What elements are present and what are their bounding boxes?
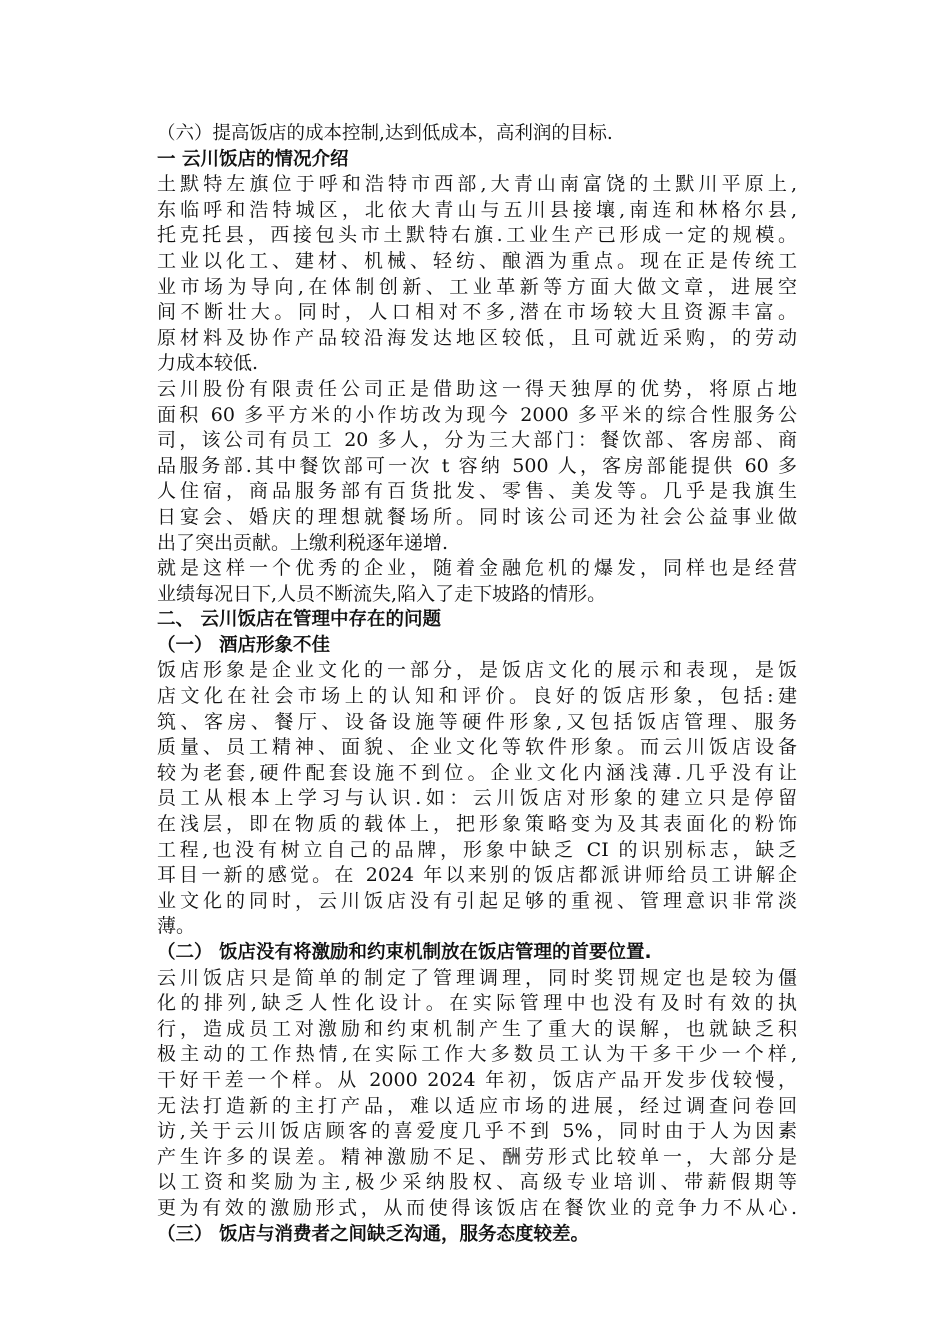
section-heading: （一） 酒店形象不佳 — [157, 634, 330, 656]
body-text-line: 较为老套,硬件配套设施不到位。企业文化内涵浅薄.几乎没有让 — [157, 761, 797, 784]
body-text-line: 化的排列,缺乏人性化设计。在实际管理中也没有及时有效的执 — [157, 992, 797, 1015]
body-text-line: 工业以化工、建材、机械、轻纺、酿酒为重点。现在正是传统工 — [157, 249, 797, 272]
body-text-line: 业文化的同时，云川饭店没有引起足够的重视、管理意识非常淡 — [157, 889, 797, 912]
body-text-line: 筑、客房、餐厅、设备设施等硬件形象,又包括饭店管理、服务 — [157, 710, 797, 733]
paragraph-last-line: 力成本较低. — [157, 352, 259, 375]
body-text-line: 在浅层，即在物质的载体上，把形象策略变为及其表面化的粉饰 — [157, 813, 797, 836]
intro-line: （六）提高饭店的成本控制,达到低成本，高利润的目标. — [157, 123, 613, 144]
paragraph-last-line: 业绩每况日下,人员不断流失,陷入了走下坡路的情形。 — [157, 582, 607, 605]
section-heading: 二、 云川饭店在管理中存在的问题 — [157, 609, 441, 631]
section-heading: （三） 饭店与消费者之间缺乏沟通，服务态度较差。 — [157, 1223, 589, 1245]
body-text-line: 间不断壮大。同时，人口相对不多,潜在市场较大且资源丰富。 — [157, 301, 797, 324]
body-text-line: 产生许多的误差。精神激励不足、酬劳形式比较单一，大部分是 — [157, 1145, 797, 1168]
paragraph-last-line: 薄。 — [157, 915, 196, 938]
body-text-line: 更为有效的激励形式，从而使得该饭店在餐饮业的竞争力不从心. — [157, 1196, 797, 1219]
body-text-line: 质量、员工精神、面貌、企业文化等软件形象。而云川饭店设备 — [157, 736, 797, 759]
body-text-line: 行，造成员工对激励和约束机制产生了重大的误解，也就缺乏积 — [157, 1017, 797, 1040]
body-text-line: 耳目一新的感觉。在 2024 年以来别的饭店都派讲师给员工讲解企 — [157, 864, 797, 887]
body-text-line: 司，该公司有员工 20 多人，分为三大部门：餐饮部、客房部、商 — [157, 429, 797, 452]
body-text-line: 品服务部.其中餐饮部可一次 t 容纳 500 人，客房部能提供 60 多 — [157, 454, 797, 477]
body-text-line: 土默特左旗位于呼和浩特市西部,大青山南富饶的土默川平原上, — [157, 173, 797, 196]
body-text-line: 工程,也没有树立自己的品牌，形象中缺乏 CI 的识别标志，缺乏 — [157, 838, 797, 861]
body-text-line: 无法打造新的主打产品，难以适应市场的进展，经过调查问卷回 — [157, 1094, 797, 1117]
body-text-line: 业市场为导向,在体制创新、工业革新等方面大做文章，进展空 — [157, 275, 797, 298]
body-text-line: 饭店形象是企业文化的一部分，是饭店文化的展示和表现，是饭 — [157, 659, 797, 682]
body-text-line: 人住宿，商品服务部有百货批发、零售、美发等。几乎是我旗生 — [157, 480, 797, 503]
section-heading: （二） 饭店没有将激励和约束机制放在饭店管理的首要位置. — [157, 942, 652, 963]
paragraph-last-line: 出了突出贡献。上缴利税逐年递增. — [157, 531, 449, 554]
document-page — [157, 121, 797, 1247]
body-text-line: 云川饭店只是简单的制定了管理调理，同时奖罚规定也是较为僵 — [157, 966, 797, 989]
body-text-line: 以工资和奖励为主,极少采纳股权、高级专业培训、带薪假期等 — [157, 1171, 797, 1194]
body-text-line: 就是这样一个优秀的企业，随着金融危机的爆发，同样也是经营 — [157, 557, 797, 580]
body-text-line: 原材料及协作产品较沿海发达地区较低，且可就近采购，的劳动 — [157, 326, 797, 349]
body-text-line: 干好干差一个样。从 2000 2024 年初，饭店产品开发步伐较慢， — [157, 1068, 797, 1091]
body-text-line: 托克托县，西接包头市土默特右旗.工业生产已形成一定的规模。 — [157, 224, 797, 247]
body-text-line: 访,关于云川饭店顾客的喜爱度几乎不到 5%，同时由于人为因素 — [157, 1120, 797, 1143]
body-text-line: 面积 60 多平方米的小作坊改为现今 2000 多平米的综合性服务公 — [157, 403, 797, 426]
body-text-line: 东临呼和浩特城区，北依大青山与五川县接壤,南连和林格尔县, — [157, 198, 797, 221]
body-text-line: 云川股份有限责任公司正是借助这一得天独厚的优势，将原占地 — [157, 377, 797, 400]
body-text-line: 日宴会、婚庆的理想就餐场所。同时该公司还为社会公益事业做 — [157, 505, 797, 528]
body-text-line: 极主动的工作热情,在实际工作大多数员工认为干多干少一个样, — [157, 1043, 797, 1066]
section-heading: 一 云川饭店的情况介绍 — [157, 148, 349, 170]
body-text-line: 店文化在社会市场上的认知和评价。良好的饭店形象，包括:建 — [157, 685, 797, 708]
body-text-line: 员工从根本上学习与认识.如：云川饭店对形象的建立只是停留 — [157, 787, 797, 810]
